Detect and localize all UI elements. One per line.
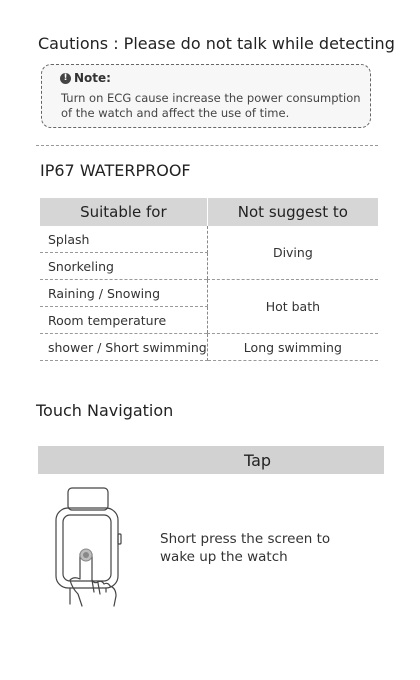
not-suggested-item: Diving — [207, 226, 378, 280]
header-suitable: Suitable for — [40, 198, 207, 226]
note-heading — [60, 71, 111, 85]
table-row — [40, 226, 378, 253]
not-suggested-item: Long swimming — [207, 334, 378, 361]
suitable-item: Room temperature — [40, 307, 207, 334]
header-not-suggest: Not suggest to — [207, 198, 378, 226]
note-heading-label: Note: — [74, 71, 111, 85]
exclamation-circle-icon: ! — [60, 73, 71, 84]
touch-navigation-title: Touch Navigation — [36, 401, 174, 420]
waterproof-table — [40, 198, 378, 361]
suitable-item: Splash — [40, 226, 207, 253]
table-row — [40, 334, 378, 361]
waterproof-title: IP67 WATERPROOF — [40, 161, 191, 180]
watch-tap-illustration — [42, 484, 132, 609]
section-divider — [36, 145, 378, 146]
cautions-text: Cautions : Please do not talk while detecting — [38, 34, 395, 53]
suitable-item: Snorkeling — [40, 253, 207, 280]
suitable-item: Raining / Snowing — [40, 280, 207, 307]
table-row — [40, 280, 378, 307]
note-body: Turn on ECG cause increase the power consumption of the watch and affect the use of time. — [61, 91, 361, 120]
suitable-item: shower / Short swimming — [40, 334, 207, 361]
tap-description: Short press the screen to wake up the watch — [160, 531, 331, 565]
not-suggested-item: Hot bath — [207, 280, 378, 334]
tap-header-bar — [38, 446, 384, 474]
tap-header-label: Tap — [244, 451, 272, 470]
